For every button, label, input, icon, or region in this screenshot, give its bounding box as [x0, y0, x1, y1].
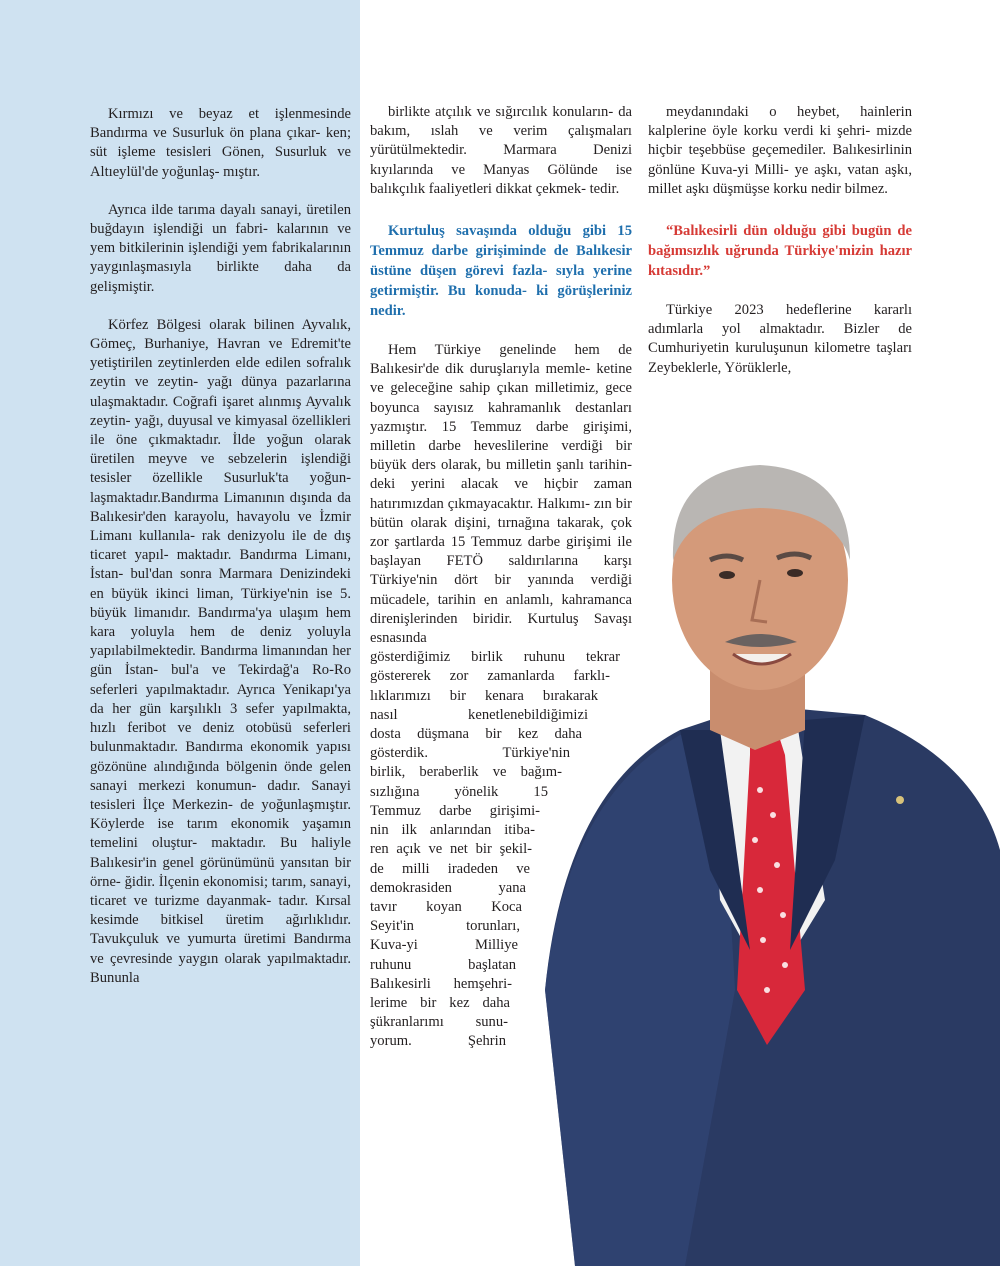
text-line: dosta düşmana bir kez daha — [370, 726, 582, 743]
interview-question: Kurtuluş savaşında olduğu gibi 15 Temmuz darbe girişiminde de Balıkesir üstüne düşen görevi fazla- sıyla yerine getirmiştir. Bu konuda- ki görüşleriniz nedir. — [370, 223, 632, 320]
text-line: Seyit'in torunları, — [370, 918, 520, 935]
paragraph: Körfez Bölgesi olarak bilinen Ayvalık, Gömeç, Burhaniye, Havran ve Edremit'te yetiştirilen zeytinlerden elde edilen sofralık zeytin ve zeytin- yağı dünya pazarlarına ulaşmaktadır. Coğrafi işaret alınmış Ayvalık zeytin- yağı, duyusal ve kimyasal özellikleri ile öne çıkmaktadır. İlde yoğun olarak üretilen meyve ve sebzelerin işlendiği tesisler özellikle Susurluk'ta yoğun- laşmaktadır.Bandırma Limanının dışında da Balıkesir'den karayolu, havayolu ve İzmir Limanı kullanıla- rak denizyolu ile de dış ticaret yapıl- maktadır. Bandırma Limanı, İstan- bul'dan sonra Marmara Denizindeki en büyük ikinci liman, Türkiye'nin ise 5. büyük limanıdır. Bandırma'ya ulaşım hem kara yoluyla hem de deniz yoluyla yapılabilmektedir. Bandırma limanından her gün İstan- bul'a ve Tekirdağ'a Ro-Ro seferleri yapılmaktadır. Ayrıca Yenikapı'ya da her gün karşılıklı 3 sefer yapılmakta, hızlı feribot ve deniz otobüsü seferleri bulunmaktadır. Bandırma ekonomik yapısı gözönüne alındığında bölgenin önde gelen sanayi merkezi konumun- dadır. Sanayi tesisleri İlçe Merkezin- de yoğunlaşmıştır. Köylerde ise tarım ekonomik yaşamın temelini oluştur- maktadır. Bu haliyle Balıkesir'in genel görünümünü yansıtan bir örne- ğidir. İlçenin ekonomisi; tarım, sanayi, ticaret ve turizme dayanmak- tadır. Kırsal kesimde bitkisel üretim ağırlıklıdır. Tavukçuluk ve yumurta üretimi Bandırma ve çevresinde yaygın olarak yapılmaktadır. Bununla — [90, 316, 351, 986]
text-line: ren açık ve net bir şekil- — [370, 841, 532, 858]
text-line: lıklarımızı bir kenara bırakarak — [370, 687, 598, 704]
text-line: nasıl kenetlenebildiğimizi — [370, 706, 588, 723]
portrait-photo — [505, 430, 1000, 1266]
paragraph: meydanındaki o heybet, hainlerin kalplerine öyle korku verdi ki şehri- mizde hiçbir teşebbüse geçemediler. Balıkesirlinin gönlüne Kuva-yi Milli- ye aşkı, vatan aşkı, millet aşkı düşmüşse korku nedir bilmez. — [648, 104, 912, 197]
text-line: göstererek zor zamanlarda farklı- — [370, 668, 610, 685]
text-line: yorum. Şehrin — [370, 1033, 506, 1050]
paragraph: Hem Türkiye genelinde hem de Balıkesir'de dik duruşlarıyla memle- ketine ve geleceğine sahip çıkan milletimiz, gece boyunca sayısız kahramanlık destanları yazmıştır. 15 Temmuz darbe girişimi, milletin darbe heveslilerine verdiği bir büyük ders olarak, bu milletin şanlı tarihin- deki yerini alacak ve hiçbir zaman hatırımızdan çıkmayacaktır. Halkımı- zın bir bütün olarak dişini, tırnağına takarak, çok zor şartlarda 15 Temmuz darbe girişimi ile başlayan FETÖ saldırılarına karşı Türkiye'nin dört bir yanında verdiği mücadele, tarihin en anlamlı, kahramanca direnişlerinden biridir. Kurtuluş Savaşı esnasında — [370, 342, 632, 647]
text-line: gösterdiğimiz birlik ruhunu tekrar — [370, 649, 620, 666]
text-line: birlik, beraberlik ve bağım- — [370, 764, 562, 781]
pull-quote: “Balıkesirli dün olduğu gibi bugün de bağımsızlık uğrunda Türkiye'mizin hazır kıtasıdır.” — [648, 223, 912, 280]
column-1 — [90, 105, 351, 988]
text-line: gösterdik. Türkiye'nin — [370, 745, 570, 762]
paragraph: Ayrıca ilde tarıma dayalı sanayi, üretilen buğdayın işlendiği un fabri- kalarının ve yem bitkilerinin işlendiği yem fabrikalarının yaygınlaşmasıyla birlikte daha da gelişmiştir. — [90, 201, 351, 295]
text-line: de milli iradeden ve — [370, 860, 530, 877]
paragraph: birlikte atçılık ve sığırcılık konuların- da bakım, ıslah ve verim çalışmaları yürütülmektedir. Marmara Denizi kıyılarında ve Manyas Gölünde ise balıkçılık faaliyetleri dikkat çekmek- tedir. — [370, 104, 632, 197]
text-line: ruhunu başlatan — [370, 956, 516, 973]
text-line: sızlığına yönelik 15 — [370, 783, 548, 800]
text-line: tavır koyan Koca — [370, 898, 522, 915]
paragraph: Kırmızı ve beyaz et işlenmesinde Bandırma ve Susurluk ön plana çıkar- ken; süt işleme tesisleri Gönen, Susurluk ve Altıeylül'de yoğunlaş- mıştır. — [90, 106, 351, 180]
text-line: nin ilk anlarından itiba- — [370, 822, 535, 839]
text-line: Balıkesirli hemşehri- — [370, 975, 512, 992]
text-line: Kuva-yi Milliye — [370, 937, 518, 954]
text-line: şükranlarımı sunu- — [370, 1014, 508, 1031]
paragraph: Türkiye 2023 hedeflerine kararlı adımlarla yol almaktadır. Bizler de Cumhuriyetin kuruluşunun kilometre taşları Zeybeklerle, Yörüklerle, — [648, 302, 912, 376]
text-line: Temmuz darbe girişimi- — [370, 802, 540, 819]
text-line: demokrasiden yana — [370, 879, 526, 896]
column-3 — [648, 103, 912, 378]
text-line: lerime bir kez daha — [370, 994, 510, 1011]
